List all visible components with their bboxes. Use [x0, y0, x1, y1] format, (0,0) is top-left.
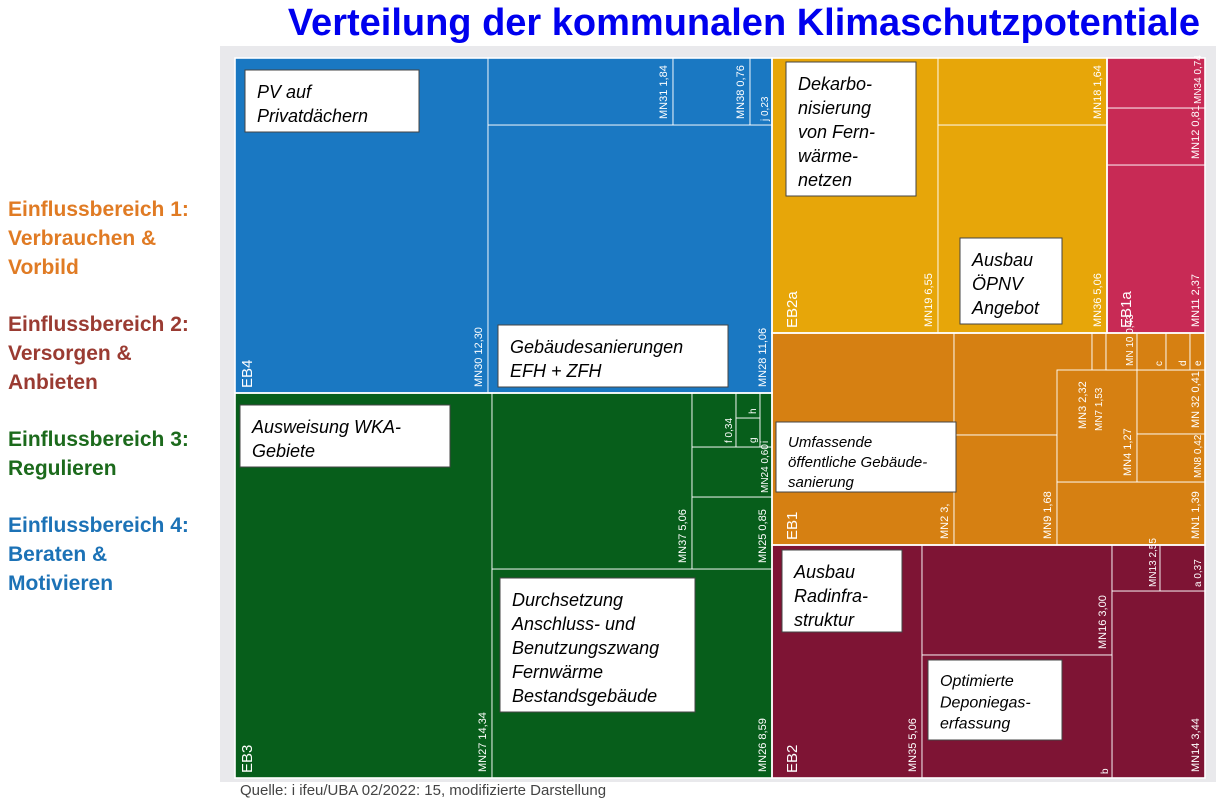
- callout-text: PV auf Privatdächern: [257, 82, 369, 126]
- cell-label-h: h: [748, 408, 759, 414]
- cell-label-mn38-0-76: MN38 0,76: [735, 65, 747, 119]
- cell-mn16-3-00: [922, 545, 1112, 655]
- source-note: Quelle: i ifeu/UBA 02/2022: 15, modifizierte Darstellung: [240, 782, 607, 799]
- cell-label-mn8-0-42: MN8 0,42: [1193, 434, 1204, 478]
- callout-text: Gebäudesanierungen EFH + ZFH: [510, 337, 684, 381]
- cell-label-mn27-14-34: MN27 14,34: [477, 712, 489, 772]
- group-label-eb2: EB2: [784, 744, 801, 773]
- callout-geb-udesanierungen: [498, 325, 728, 387]
- cell-label-mn24-0-60: MN24 0,60: [760, 444, 771, 493]
- callout-durchsetzung: [500, 578, 695, 712]
- cell-label-mn19-6-55: MN19 6,55: [923, 273, 935, 327]
- cell-label-mn2-3: MN2 3,: [939, 503, 951, 539]
- cell-label-mn26-8-59: MN26 8,59: [757, 718, 769, 772]
- cell-label-mn25-0-85: MN25 0,85: [757, 509, 769, 563]
- cell-label-i: i: [760, 440, 771, 443]
- group-label-eb1: EB1: [784, 511, 801, 540]
- cell-mn37-5-06: [492, 393, 692, 569]
- cell-label-mn31-1-84: MN31 1,84: [658, 65, 670, 119]
- cell-label-d: d: [1178, 360, 1189, 366]
- cell-label-mn18-1-64: MN18 1,64: [1092, 65, 1104, 119]
- callout-text: Ausbau Radinfra-struktur: [794, 562, 869, 630]
- callout-pv-auf: [245, 70, 419, 132]
- cell-label-mn13-2-55: MN13 2,55: [1148, 538, 1159, 587]
- cell-label-mn28-11-06: MN28 11,06: [757, 327, 769, 387]
- cell-label-mn11-2-37: MN11 2,37: [1190, 274, 1202, 327]
- legend-item-eb1: Einflussbereich 1: Verbrauchen & Vorbild: [8, 198, 189, 279]
- group-label-eb4: EB4: [239, 359, 256, 388]
- cell-label-mn12-0-81: MN12 0,81: [1190, 105, 1202, 159]
- cell-label-mn14-3-44: MN14 3,44: [1190, 718, 1202, 772]
- cell-mn1-1-39: [1057, 482, 1205, 545]
- callout-text: Optimierte Deponiegas-erfassung: [940, 673, 1031, 733]
- cell-label-mn37-5-06: MN37 5,06: [677, 509, 689, 563]
- cell-mn34-0-74: [1107, 58, 1205, 108]
- callout-text: Durchsetzung Anschluss- und Benutzungszwang Fernwärme Bestandsgebäude: [512, 590, 660, 706]
- legend-item-eb2: Einflussbereich 2: Versorgen & Anbieten: [8, 313, 189, 394]
- cell-label-c: c: [1154, 361, 1165, 366]
- callout-dekarbo: [786, 62, 916, 196]
- chart-title: Verteilung der kommunalen Klimaschutzpotentiale: [287, 2, 1200, 44]
- cell-label-mn-32-0-41: MN 32 0,41: [1190, 371, 1202, 428]
- callout-ausbau: [960, 238, 1062, 324]
- cell-label-mn30-12-30: MN30 12,30: [473, 327, 485, 387]
- callout-text: Ausweisung WKA-Gebiete: [252, 417, 402, 461]
- cell-label-e: e: [1193, 360, 1204, 366]
- cell-label-mn36-5-06: MN36 5,06: [1092, 273, 1104, 327]
- cell-label-a-0-37: a 0,37: [1193, 559, 1204, 587]
- cell-label-g: g: [748, 437, 759, 443]
- cell-label-mn9-1-68: MN9 1,68: [1042, 491, 1054, 539]
- cell-mn18-1-64: [938, 58, 1107, 125]
- cell-label-mn7-1-53: MN7 1,53: [1094, 387, 1105, 431]
- callout-ausbau: [782, 550, 902, 632]
- cell-i: [760, 393, 772, 447]
- cell-label-mn1-1-39: MN1 1,39: [1190, 491, 1202, 539]
- cell-mn31-1-84: [488, 58, 673, 125]
- cell-label-b: b: [1100, 768, 1111, 774]
- callout-text: Dekarbo-nisierung von Fern-wärme-netzen: [798, 74, 876, 190]
- cell-label-mn34-0-74: MN34 0,74: [1193, 55, 1204, 104]
- legend-item-eb4: Einflussbereich 4: Beraten & Motivieren: [8, 514, 189, 595]
- cell-label-mn-10-0-43: MN 10 0,43: [1125, 314, 1136, 366]
- callout-ausweisung-wka: [240, 405, 450, 467]
- group-label-eb3: EB3: [239, 744, 256, 773]
- cell-label-mn35-5-06: MN35 5,06: [907, 718, 919, 772]
- callout-optimierte: [928, 660, 1062, 740]
- callout-umfassende: [776, 422, 956, 492]
- legend-item-eb3: Einflussbereich 3: Regulieren: [8, 428, 189, 480]
- cell-label-mn3-2-32: MN3 2,32: [1077, 381, 1089, 429]
- group-label-eb1a: EB1a: [1118, 291, 1135, 328]
- cell-label-mn4-1-27: MN4 1,27: [1122, 428, 1134, 476]
- callout-text: Ausbau ÖPNV Angebot: [972, 250, 1040, 318]
- group-label-eb2a: EB2a: [784, 291, 801, 328]
- cell-label-j-0-23: j 0,23: [760, 96, 771, 121]
- cell-label-f-0-34: f 0,34: [724, 417, 735, 443]
- cell-label-mn16-3-00: MN16 3,00: [1097, 595, 1109, 649]
- callout-text: Umfassende öffentliche Gebäude-sanierung: [788, 434, 928, 491]
